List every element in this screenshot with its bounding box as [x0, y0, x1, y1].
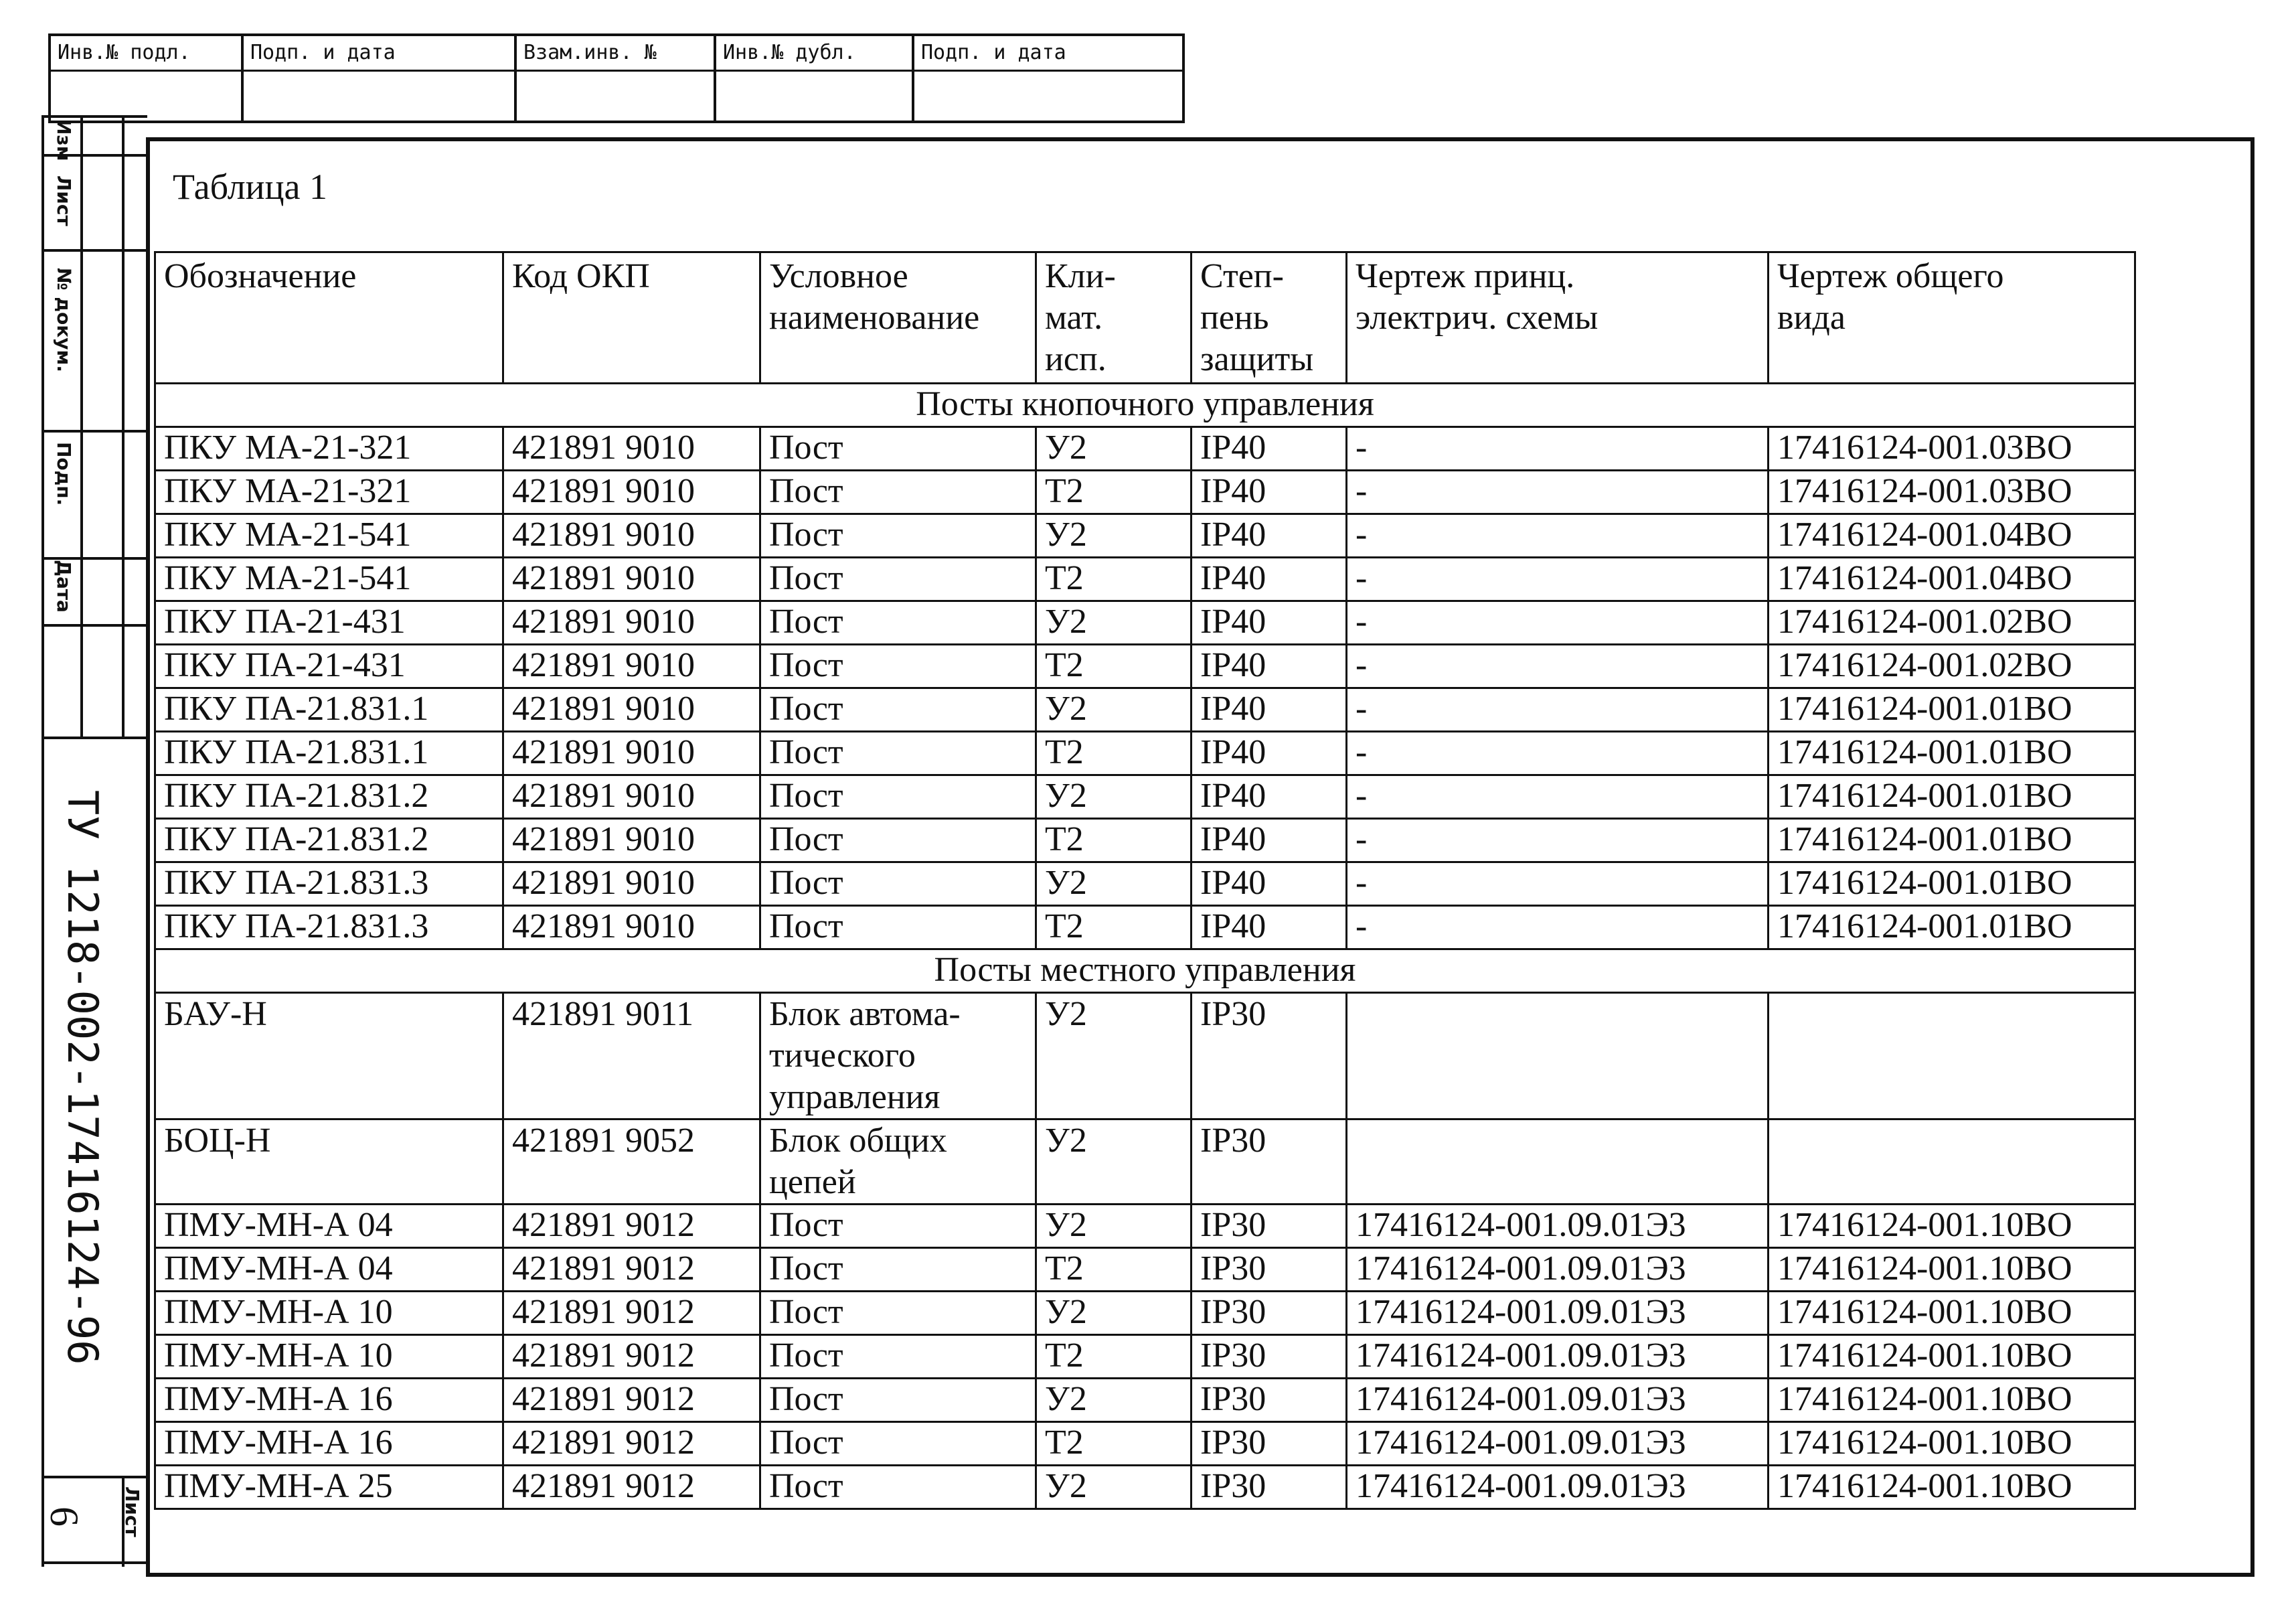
table-cell: 17416124-001.01ВО — [1769, 688, 2135, 732]
table-cell: 17416124-001.01ВО — [1769, 775, 2135, 819]
table-cell: 421891 9012 — [503, 1248, 760, 1292]
table-row — [155, 862, 2135, 906]
cell-line: Блок общих — [769, 1122, 947, 1160]
strip-line — [42, 737, 147, 739]
table-cell: ПМУ-МН-А 10 — [155, 1335, 503, 1379]
table-cell: Пост — [760, 1422, 1036, 1466]
table-cell — [1347, 1119, 1769, 1205]
table-cell: IP40 — [1192, 732, 1347, 775]
table-cell: - — [1347, 906, 1769, 949]
table-cell: - — [1347, 732, 1769, 775]
table-cell: 17416124-001.09.01Э3 — [1347, 1422, 1769, 1466]
table-cell — [1347, 993, 1769, 1119]
table-cell: - — [1347, 514, 1769, 558]
table-cell: Пост — [760, 427, 1036, 471]
section-row — [155, 384, 2135, 427]
table-cell: IP40 — [1192, 775, 1347, 819]
table-row — [155, 1335, 2135, 1379]
table-cell: ПКУ ПА-21-431 — [155, 645, 503, 688]
table-cell: 421891 9010 — [503, 819, 760, 862]
header-cell: Условное наименование — [760, 252, 1036, 384]
table-cell: 17416124-001.10ВО — [1769, 1205, 2135, 1248]
table-cell: ПКУ ПА-21.831.3 — [155, 906, 503, 949]
table-cell: 421891 9010 — [503, 862, 760, 906]
table-cell: ПКУ ПА-21-431 — [155, 601, 503, 645]
table-row — [155, 601, 2135, 645]
document-code: ТУ 1218-002-17416124-96 — [58, 790, 107, 1365]
table-cell: 17416124-001.10ВО — [1769, 1335, 2135, 1379]
table-cell: 17416124-001.10ВО — [1769, 1379, 2135, 1422]
table-cell: IP30 — [1192, 993, 1347, 1119]
table-row — [155, 1119, 2135, 1205]
table-cell: IP40 — [1192, 906, 1347, 949]
table-cell: IP40 — [1192, 514, 1347, 558]
table-cell: Пост — [760, 1248, 1036, 1292]
table-cell: 17416124-001.04ВО — [1769, 558, 2135, 601]
table-cell: Пост — [760, 906, 1036, 949]
table-cell: БОЦ-Н — [155, 1119, 503, 1205]
table-cell: Пост — [760, 471, 1036, 514]
strip-label-list: Лист — [53, 175, 75, 226]
table-cell: 17416124-001.09.01Э3 — [1347, 1205, 1769, 1248]
table-cell: IP40 — [1192, 601, 1347, 645]
table-cell: - — [1347, 601, 1769, 645]
table-cell: 17416124-001.10ВО — [1769, 1292, 2135, 1335]
section-title: Посты кнопочного управления — [155, 384, 2135, 427]
cell-line: тического — [769, 1036, 916, 1075]
table-cell: 421891 9010 — [503, 471, 760, 514]
table-cell: ПКУ МА-21-541 — [155, 558, 503, 601]
table-cell: Пост — [760, 601, 1036, 645]
table-cell: IP30 — [1192, 1292, 1347, 1335]
table-cell: 17416124-001.01ВО — [1769, 862, 2135, 906]
top-stamp — [48, 33, 1185, 123]
table-cell: Т2 — [1036, 819, 1192, 862]
stamp-label: Подп. и дата — [914, 36, 1182, 72]
table-cell: 421891 9012 — [503, 1422, 760, 1466]
table-cell: 421891 9012 — [503, 1292, 760, 1335]
strip-line — [42, 249, 147, 252]
table-cell: ПКУ МА-21-321 — [155, 471, 503, 514]
table-cell: IP30 — [1192, 1248, 1347, 1292]
table-cell: ПМУ-МН-А 25 — [155, 1466, 503, 1509]
table-cell: 421891 9010 — [503, 558, 760, 601]
strip-label-date: Дата — [53, 560, 75, 613]
table-cell: 421891 9010 — [503, 427, 760, 471]
table-cell: ПКУ ПА-21.831.2 — [155, 775, 503, 819]
header-cell: Кли- мат. исп. — [1036, 252, 1192, 384]
table-cell: У2 — [1036, 862, 1192, 906]
header-cell: Код ОКП — [503, 252, 760, 384]
stamp-cell-inv-dup — [714, 33, 912, 123]
table-cell: IP30 — [1192, 1119, 1347, 1205]
table-cell: 421891 9052 — [503, 1119, 760, 1205]
table-cell: У2 — [1036, 514, 1192, 558]
table-cell: IP30 — [1192, 1205, 1347, 1248]
strip-label-izm: Изм — [53, 119, 75, 161]
table-cell: IP40 — [1192, 862, 1347, 906]
table-cell: Т2 — [1036, 558, 1192, 601]
table-cell: - — [1347, 645, 1769, 688]
table-cell — [1769, 993, 2135, 1119]
table-cell: У2 — [1036, 1379, 1192, 1422]
table-cell: 17416124-001.09.01Э3 — [1347, 1335, 1769, 1379]
table-row — [155, 427, 2135, 471]
table-row — [155, 1292, 2135, 1335]
table-cell: 17416124-001.10ВО — [1769, 1466, 2135, 1509]
table-cell: 421891 9010 — [503, 601, 760, 645]
table-cell: 17416124-001.09.01Э3 — [1347, 1466, 1769, 1509]
table-cell: 421891 9012 — [503, 1335, 760, 1379]
table-cell: ПКУ ПА-21.831.1 — [155, 688, 503, 732]
table-row — [155, 819, 2135, 862]
table-cell: - — [1347, 862, 1769, 906]
header-cell: Степ- пень защиты — [1192, 252, 1347, 384]
table-cell: 17416124-001.09.01Э3 — [1347, 1292, 1769, 1335]
table-cell: - — [1347, 471, 1769, 514]
strip-line — [80, 115, 83, 737]
table-row — [155, 906, 2135, 949]
stamp-cell-sign-date — [241, 33, 514, 123]
cell-line: управления — [769, 1078, 940, 1116]
table-cell: IP30 — [1192, 1422, 1347, 1466]
stamp-label: Инв.№ дубл. — [716, 36, 912, 72]
table-row — [155, 775, 2135, 819]
table-cell: - — [1347, 558, 1769, 601]
stamp-cell-replace-inv — [514, 33, 714, 123]
strip-line — [42, 1476, 147, 1478]
strip-label-doc-num: № докум. — [53, 268, 75, 373]
table-cell: ПМУ-МН-А 10 — [155, 1292, 503, 1335]
table-cell: 17416124-001.02ВО — [1769, 601, 2135, 645]
table-cell: Пост — [760, 732, 1036, 775]
table-cell: 17416124-001.01ВО — [1769, 732, 2135, 775]
table-cell: 421891 9012 — [503, 1466, 760, 1509]
table-cell: IP40 — [1192, 819, 1347, 862]
table-cell: IP40 — [1192, 471, 1347, 514]
table-cell: 17416124-001.10ВО — [1769, 1248, 2135, 1292]
table-row — [155, 1422, 2135, 1466]
table-row — [155, 1248, 2135, 1292]
table-cell: Пост — [760, 514, 1036, 558]
strip-label-sign: Подп. — [53, 442, 75, 506]
table-cell: Пост — [760, 1466, 1036, 1509]
strip-line — [42, 624, 147, 627]
strip-line — [122, 115, 125, 737]
table-cell: ПКУ МА-21-321 — [155, 427, 503, 471]
header-cell: Обозначение — [155, 252, 503, 384]
table-cell: Пост — [760, 645, 1036, 688]
table-cell: Т2 — [1036, 732, 1192, 775]
table-row — [155, 1379, 2135, 1422]
stamp-label: Подп. и дата — [244, 36, 514, 72]
table-cell: Т2 — [1036, 1335, 1192, 1379]
table-title: Таблица 1 — [173, 167, 327, 207]
table-cell: 17416124-001.09.01Э3 — [1347, 1248, 1769, 1292]
cell-line: Блок автома- — [769, 995, 961, 1033]
stamp-label: Взам.инв. № — [517, 36, 714, 72]
table-cell — [1769, 1119, 2135, 1205]
table-cell: 17416124-001.03ВО — [1769, 427, 2135, 471]
table-cell: 421891 9012 — [503, 1205, 760, 1248]
table-cell: У2 — [1036, 1119, 1192, 1205]
table-cell: Пост — [760, 819, 1036, 862]
table-cell: 421891 9010 — [503, 906, 760, 949]
table-cell: У2 — [1036, 993, 1192, 1119]
table-cell — [760, 1119, 1036, 1205]
table-cell: IP30 — [1192, 1379, 1347, 1422]
strip-line — [42, 115, 44, 1567]
table-cell: У2 — [1036, 601, 1192, 645]
table-cell: - — [1347, 427, 1769, 471]
table-cell: БАУ-Н — [155, 993, 503, 1119]
table-header-row — [155, 252, 2135, 384]
table-cell: Пост — [760, 1292, 1036, 1335]
table-row — [155, 688, 2135, 732]
table-cell: Т2 — [1036, 1422, 1192, 1466]
stamp-cell-sign-date-2 — [912, 33, 1185, 123]
table-row — [155, 645, 2135, 688]
table-cell: ПКУ ПА-21.831.2 — [155, 819, 503, 862]
table-cell: Т2 — [1036, 906, 1192, 949]
table-cell: Пост — [760, 862, 1036, 906]
table-cell: Пост — [760, 1379, 1036, 1422]
table-cell: 421891 9010 — [503, 732, 760, 775]
table-cell: 17416124-001.02ВО — [1769, 645, 2135, 688]
table-cell: Т2 — [1036, 1248, 1192, 1292]
sheet-number: 6 — [42, 1506, 86, 1527]
table-cell: У2 — [1036, 1205, 1192, 1248]
stamp-cell-inv-orig — [48, 33, 241, 123]
table-cell: - — [1347, 688, 1769, 732]
table-cell: У2 — [1036, 688, 1192, 732]
header-cell: Чертеж принц. электрич. схемы — [1347, 252, 1769, 384]
table-cell: Пост — [760, 1335, 1036, 1379]
table-cell: 17416124-001.10ВО — [1769, 1422, 2135, 1466]
table-cell: ПМУ-МН-А 04 — [155, 1205, 503, 1248]
table-cell: IP40 — [1192, 645, 1347, 688]
section-row — [155, 949, 2135, 993]
table-cell: IP30 — [1192, 1466, 1347, 1509]
strip-line — [42, 115, 147, 118]
table-cell: Т2 — [1036, 471, 1192, 514]
table-cell: IP40 — [1192, 427, 1347, 471]
table-row — [155, 732, 2135, 775]
table-cell: 17416124-001.01ВО — [1769, 819, 2135, 862]
table-cell: 17416124-001.03ВО — [1769, 471, 2135, 514]
table-cell: - — [1347, 819, 1769, 862]
table-cell: Т2 — [1036, 645, 1192, 688]
table-cell — [760, 993, 1036, 1119]
table-cell: У2 — [1036, 1466, 1192, 1509]
table-cell: IP40 — [1192, 688, 1347, 732]
strip-line — [42, 1561, 147, 1564]
table-cell: 17416124-001.04ВО — [1769, 514, 2135, 558]
section-title: Посты местного управления — [155, 949, 2135, 993]
table-cell: ПМУ-МН-А 04 — [155, 1248, 503, 1292]
table-cell: У2 — [1036, 427, 1192, 471]
table-cell: ПМУ-МН-А 16 — [155, 1422, 503, 1466]
table-cell: Пост — [760, 775, 1036, 819]
table-cell: IP40 — [1192, 558, 1347, 601]
cell-line: цепей — [769, 1163, 856, 1201]
table-row — [155, 1466, 2135, 1509]
header-cell: Чертеж общего вида — [1769, 252, 2135, 384]
table-cell: - — [1347, 775, 1769, 819]
table-row — [155, 1205, 2135, 1248]
strip-line — [42, 430, 147, 433]
table-cell: Пост — [760, 1205, 1036, 1248]
table-cell: У2 — [1036, 775, 1192, 819]
table-cell: ПКУ ПА-21.831.3 — [155, 862, 503, 906]
table-cell: У2 — [1036, 1292, 1192, 1335]
table-row — [155, 558, 2135, 601]
table-cell: 421891 9010 — [503, 514, 760, 558]
table-cell: 421891 9010 — [503, 645, 760, 688]
table-row — [155, 993, 2135, 1119]
table-cell: 421891 9010 — [503, 775, 760, 819]
sheet-label: Лист — [121, 1486, 143, 1537]
table-cell: Пост — [760, 688, 1036, 732]
table-cell: 421891 9012 — [503, 1379, 760, 1422]
stamp-label: Инв.№ подл. — [51, 36, 241, 72]
table-cell: ПМУ-МН-А 16 — [155, 1379, 503, 1422]
table-cell: 17416124-001.09.01Э3 — [1347, 1379, 1769, 1422]
spec-table — [154, 251, 2136, 1510]
table-row — [155, 471, 2135, 514]
table-cell: 421891 9011 — [503, 993, 760, 1119]
table-cell: ПКУ МА-21-541 — [155, 514, 503, 558]
table-cell: Пост — [760, 558, 1036, 601]
table-cell: 17416124-001.01ВО — [1769, 906, 2135, 949]
table-cell: IP30 — [1192, 1335, 1347, 1379]
table-row — [155, 514, 2135, 558]
table-cell: ПКУ ПА-21.831.1 — [155, 732, 503, 775]
table-cell: 421891 9010 — [503, 688, 760, 732]
